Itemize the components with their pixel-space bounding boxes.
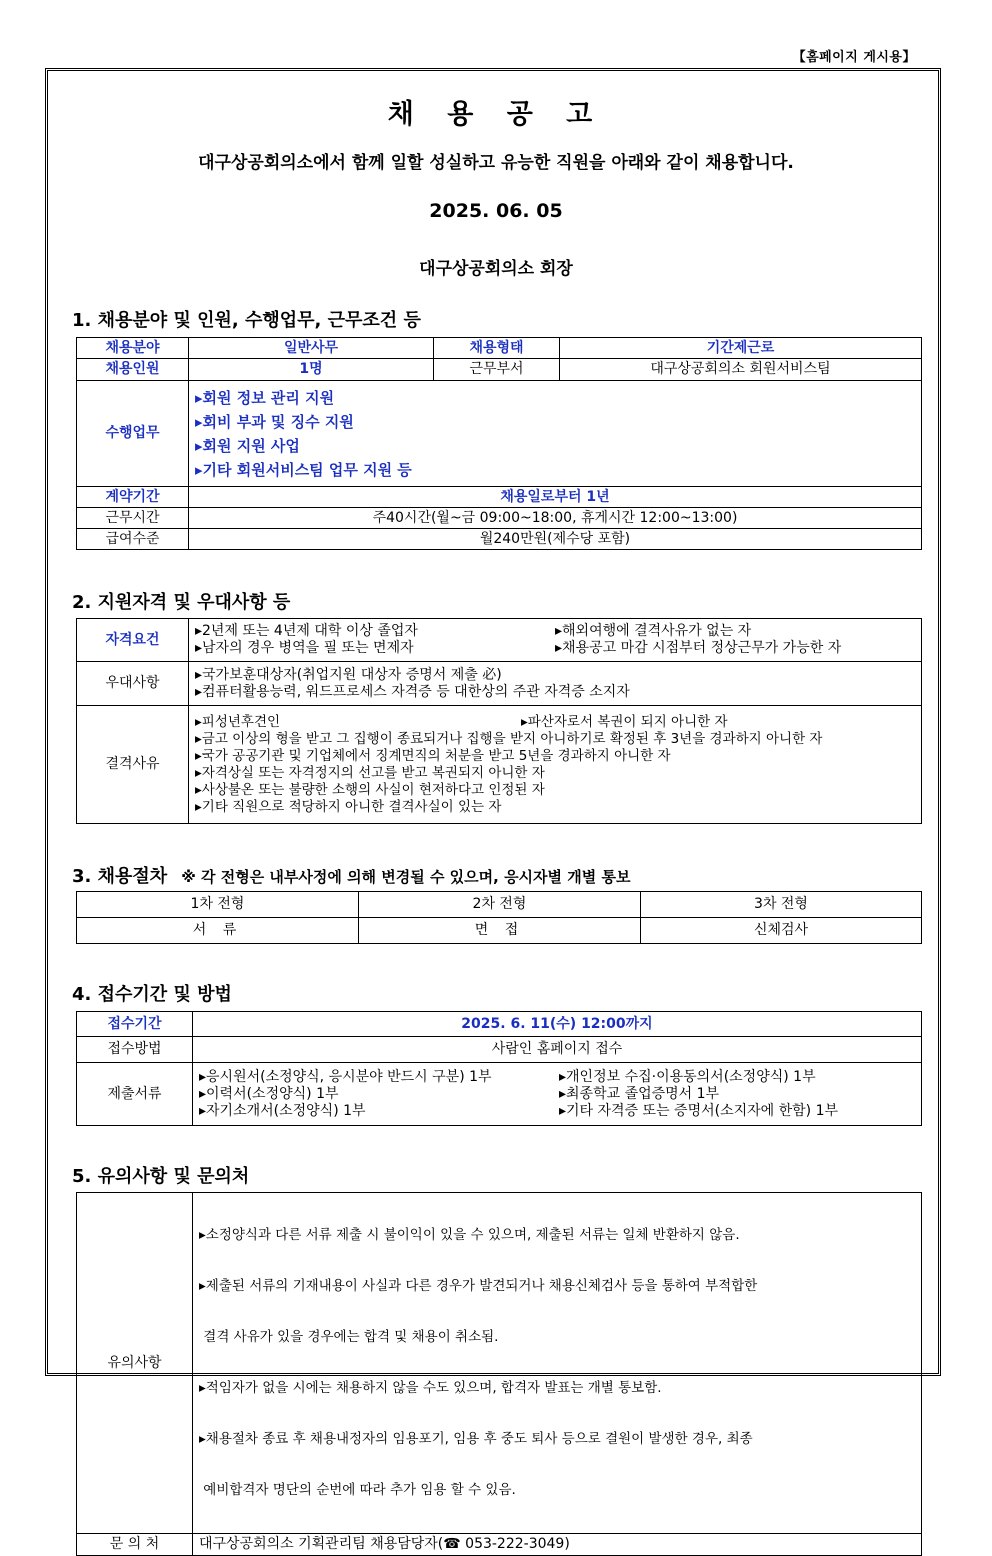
stage-2-content: 면 접	[359, 918, 641, 944]
stage-3-content: 신체검사	[641, 918, 922, 944]
duties-label: 수행업무	[77, 381, 189, 487]
pref-label: 우대사항	[77, 662, 189, 706]
table-row	[77, 1037, 922, 1063]
posting-tag: 【홈페이지 게시용】	[792, 50, 916, 65]
table-row	[77, 918, 922, 944]
table-row	[77, 662, 922, 706]
table-row	[77, 487, 922, 508]
section-5-heading: 5. 유의사항 및 문의처	[72, 1166, 250, 1187]
contact-label: 문 의 처	[77, 1534, 193, 1556]
count-label: 채용인원	[77, 359, 189, 381]
method-label: 접수방법	[77, 1037, 193, 1063]
stage-2: 2차 전형	[359, 892, 641, 918]
contract-value: 채용일로부터 1년	[189, 487, 922, 508]
contact-value: 대구상공회의소 기획관리팀 채용담당자(☎ 053-222-3049)	[193, 1534, 922, 1556]
list-item: ▸국가 공공기관 및 기업체에서 징계면직의 처분을 받고 5년을 경과하지 아니한 자	[195, 747, 671, 764]
table-row	[77, 1063, 922, 1126]
field-value: 일반사무	[189, 338, 434, 359]
notice-date: 2025. 06. 05	[429, 200, 563, 222]
list-item: ▸2년제 또는 4년제 대학 이상 졸업자	[195, 623, 418, 639]
signer: 대구상공회의소 회장	[419, 259, 573, 279]
hours-label: 근무시간	[77, 508, 189, 529]
field-label: 채용분야	[77, 338, 189, 359]
list-item: ▸금고 이상의 형을 받고 그 집행이 종료되거나 집행을 받지 아니하기로 확정된 후 3년을 경과하지 아니한 자	[195, 730, 823, 747]
duties-list	[189, 381, 922, 487]
list-item: ▸자기소개서(소정양식) 1부	[199, 1102, 366, 1119]
table-row	[77, 338, 922, 359]
section-3-note: ※ 각 전형은 내부사정에 의해 변경될 수 있으며, 응시자별 개별 통보	[181, 868, 631, 886]
list-item: ▸국가보훈대상자(취업지원 대상자 증명서 제출 必)	[195, 666, 502, 683]
dept-value: 대구상공회의소 회원서비스팀	[560, 359, 922, 381]
period-label: 접수기간	[77, 1012, 193, 1037]
list-item: ▸채용절차 종료 후 채용내정자의 임용포기, 임용 후 중도 퇴사 등으로 결원이 발생한 경우, 최종	[199, 1431, 753, 1447]
list-item: ▸기타 직원으로 적당하지 아니한 결격사실이 있는 자	[195, 798, 502, 815]
period-value: 2025. 6. 11(수) 12:00까지	[193, 1012, 922, 1037]
pay-label: 급여수준	[77, 529, 189, 550]
list-item: ▸적임자가 없을 시에는 채용하지 않을 수도 있으며, 합격자 발표는 개별 통보함.	[199, 1380, 662, 1396]
pay-value: 월240만원(제수당 포함)	[189, 529, 922, 550]
stage-1: 1차 전형	[77, 892, 359, 918]
list-item: ▸회원 지원 사업	[195, 436, 300, 455]
table-row	[77, 381, 922, 487]
list-item: ▸기타 자격증 또는 증명서(소지자에 한함) 1부	[559, 1102, 839, 1119]
section-3-heading	[72, 862, 630, 888]
page-title: 채 용 공 고	[387, 99, 605, 130]
list-item: ▸이력서(소정양식) 1부	[199, 1085, 339, 1102]
list-item: ▸자격상실 또는 자격정지의 선고를 받고 복권되지 아니한 자	[195, 764, 545, 781]
table-row	[77, 1012, 922, 1037]
list-item: ▸해외여행에 결격사유가 없는 자	[555, 623, 752, 639]
table-row	[77, 619, 922, 662]
table-row	[77, 1534, 922, 1556]
table-row	[77, 706, 922, 824]
section-3-title: 3. 채용절차	[72, 866, 168, 887]
dept-label: 근무부서	[434, 359, 560, 381]
disq-list	[189, 706, 922, 824]
stage-1-content: 서 류	[77, 918, 359, 944]
section-3-table	[76, 891, 922, 944]
docs-list	[193, 1063, 922, 1126]
notes-label: 유의사항	[77, 1193, 193, 1534]
list-item: ▸최종학교 졸업증명서 1부	[559, 1085, 720, 1102]
type-label: 채용형태	[434, 338, 560, 359]
list-item: ▸소정양식과 다른 서류 제출 시 불이익이 있을 수 있으며, 제출된 서류는 일체 반환하지 않음.	[199, 1227, 740, 1243]
pref-list	[189, 662, 922, 706]
section-2-table	[76, 618, 922, 824]
type-value: 기간제근로	[560, 338, 922, 359]
list-item: ▸개인정보 수집·이용동의서(소정양식) 1부	[559, 1068, 816, 1085]
table-row	[77, 359, 922, 381]
list-item: ▸제출된 서류의 기재내용이 사실과 다른 경우가 발견되거나 채용신체검사 등을 통하여 부적합한	[199, 1278, 758, 1294]
list-item: ▸응시원서(소정양식, 응시분야 반드시 구분) 1부	[199, 1068, 492, 1085]
list-item: ▸회비 부과 및 징수 지원	[195, 412, 354, 431]
section-4-heading: 4. 접수기간 및 방법	[72, 984, 232, 1005]
stage-3: 3차 전형	[641, 892, 922, 918]
contract-label: 계약기간	[77, 487, 189, 508]
section-1-table	[76, 337, 922, 550]
table-row	[77, 508, 922, 529]
qual-label: 자격요건	[77, 619, 189, 662]
section-1-heading: 1. 채용분야 및 인원, 수행업무, 근무조건 등	[72, 310, 421, 331]
count-value: 1명	[189, 359, 434, 381]
section-2-heading: 2. 지원자격 및 우대사항 등	[72, 592, 291, 613]
list-item: ▸회원 정보 관리 지원	[195, 388, 335, 407]
table-row	[77, 1193, 922, 1534]
list-item: ▸사상불온 또는 불량한 소행의 사실이 현저하다고 인정된 자	[195, 781, 545, 798]
list-item: 결격 사유가 있을 경우에는 합격 및 채용이 취소됨.	[199, 1329, 499, 1345]
section-5-table	[76, 1192, 922, 1556]
list-item: ▸기타 회원서비스팀 업무 지원 등	[195, 460, 412, 479]
table-row	[77, 892, 922, 918]
docs-label: 제출서류	[77, 1063, 193, 1126]
section-4-table	[76, 1011, 922, 1126]
list-item: ▸남자의 경우 병역을 필 또는 면제자	[195, 640, 414, 656]
list-item: ▸파산자로서 복권이 되지 아니한 자	[521, 713, 728, 730]
hours-value: 주40시간(월~금 09:00~18:00, 휴게시간 12:00~13:00)	[189, 508, 922, 529]
disq-label: 결격사유	[77, 706, 189, 824]
list-item: ▸컴퓨터활용능력, 워드프로세스 자격증 등 대한상의 주관 자격증 소지자	[195, 683, 630, 700]
table-row	[77, 529, 922, 550]
subtitle: 대구상공회의소에서 함께 일할 성실하고 유능한 직원을 아래와 같이 채용합니다.	[198, 153, 794, 173]
method-value: 사람인 홈페이지 접수	[193, 1037, 922, 1063]
list-item: ▸피성년후견인	[195, 713, 281, 730]
list-item: ▸채용공고 마감 시점부터 정상근무가 가능한 자	[555, 640, 842, 656]
notes-list	[193, 1193, 922, 1534]
list-item: 예비합격자 명단의 순번에 따라 추가 임용 할 수 있음.	[199, 1482, 516, 1498]
qual-list	[189, 619, 922, 662]
